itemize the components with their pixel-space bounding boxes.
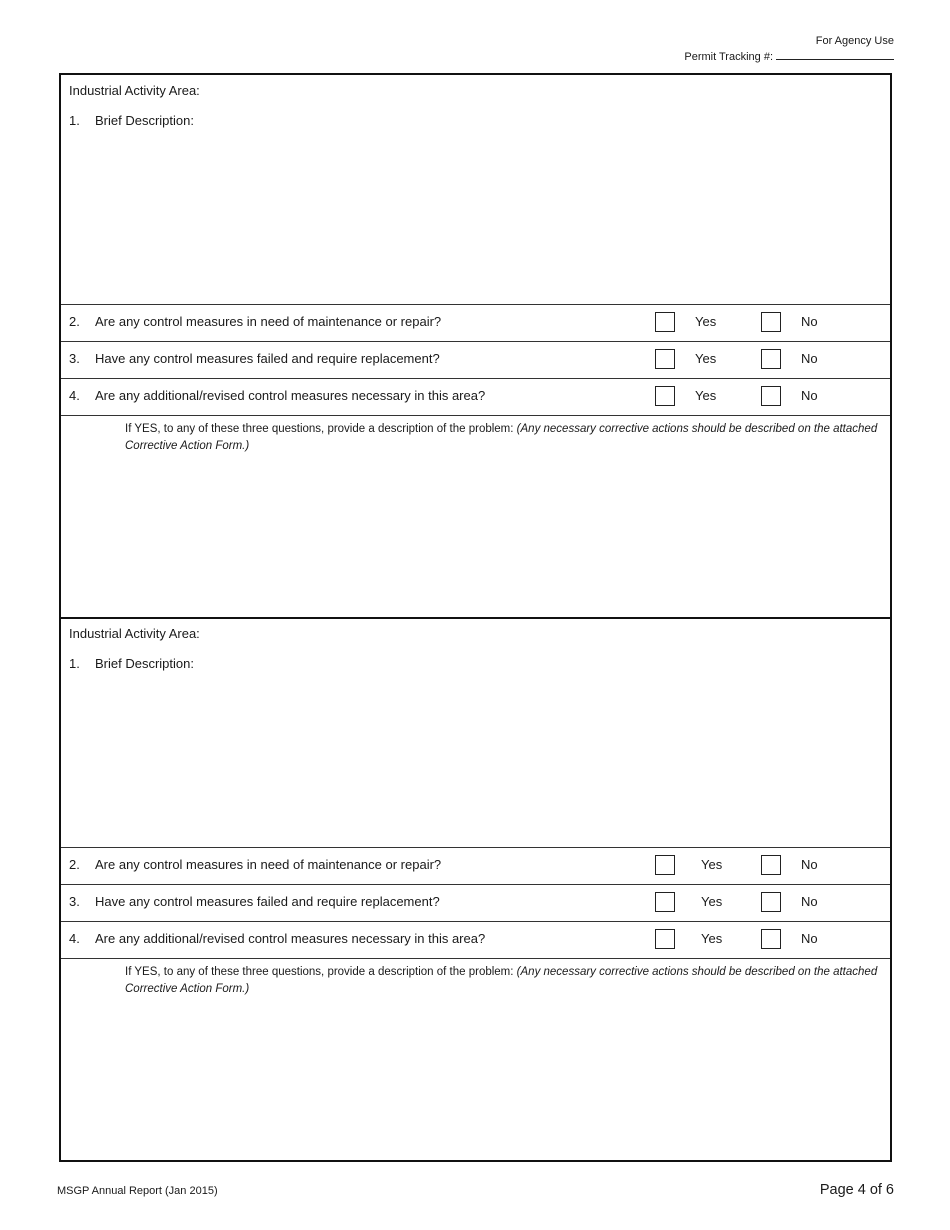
yes-label: Yes xyxy=(695,388,717,403)
section-divider xyxy=(61,617,890,619)
industrial-activity-area-label: Industrial Activity Area: xyxy=(69,83,200,98)
problem-description-area[interactable] xyxy=(61,958,890,1160)
question-row-4 xyxy=(61,921,890,958)
question-text: Have any control measures failed and require replacement? xyxy=(95,351,440,366)
no-checkbox[interactable] xyxy=(761,312,781,332)
no-checkbox[interactable] xyxy=(761,386,781,406)
question-number: 1. xyxy=(69,113,80,128)
yes-label: Yes xyxy=(701,894,723,909)
yes-checkbox[interactable] xyxy=(655,312,675,332)
question-text: Are any control measures in need of maintenance or repair? xyxy=(95,314,442,329)
agency-use-label: For Agency Use xyxy=(815,35,894,47)
no-label: No xyxy=(801,894,818,909)
question-row-3 xyxy=(61,341,890,378)
yes-label: Yes xyxy=(701,857,723,872)
if-yes-instructions xyxy=(125,964,885,998)
if-yes-italic-note: (Any necessary corrective actions should be described on the attached Corrective Action Form.) xyxy=(125,423,878,452)
yes-checkbox[interactable] xyxy=(655,386,675,406)
brief-description-row[interactable] xyxy=(69,656,194,671)
no-checkbox[interactable] xyxy=(761,855,781,875)
no-label: No xyxy=(801,314,818,329)
page-number: Page 4 of 6 xyxy=(819,1182,894,1198)
yes-label: Yes xyxy=(695,351,717,366)
no-checkbox[interactable] xyxy=(761,929,781,949)
question-number: 3. xyxy=(69,894,80,909)
question-text: Are any additional/revised control measures necessary in this area? xyxy=(95,931,486,946)
permit-tracking-label: Permit Tracking #: xyxy=(684,51,773,63)
question-row-2 xyxy=(61,304,890,341)
question-row-3 xyxy=(61,884,890,921)
question-number: 2. xyxy=(69,314,80,329)
no-label: No xyxy=(801,931,818,946)
question-text: Are any additional/revised control measures necessary in this area? xyxy=(95,388,486,403)
question-number: 1. xyxy=(69,656,80,671)
permit-tracking-row xyxy=(684,49,894,65)
if-yes-italic-note: (Any necessary corrective actions should be described on the attached Corrective Action Form.) xyxy=(125,966,878,995)
inspection-form xyxy=(59,73,892,1162)
report-name: MSGP Annual Report (Jan 2015) xyxy=(57,1185,218,1197)
problem-description-area[interactable] xyxy=(61,415,890,618)
yes-label: Yes xyxy=(695,314,717,329)
no-checkbox[interactable] xyxy=(761,892,781,912)
question-text: Have any control measures failed and require replacement? xyxy=(95,894,440,909)
question-row-2 xyxy=(61,847,890,884)
no-label: No xyxy=(801,351,818,366)
no-label: No xyxy=(801,857,818,872)
if-yes-instructions xyxy=(125,421,885,455)
yes-checkbox[interactable] xyxy=(655,929,675,949)
if-yes-text: If YES, to any of these three questions, provide a description of the problem: xyxy=(125,966,514,978)
yes-checkbox[interactable] xyxy=(655,892,675,912)
agency-use-block xyxy=(684,34,894,65)
yes-label: Yes xyxy=(701,931,723,946)
permit-tracking-field[interactable] xyxy=(776,49,894,60)
no-label: No xyxy=(801,388,818,403)
yes-checkbox[interactable] xyxy=(655,855,675,875)
question-row-4 xyxy=(61,378,890,415)
question-number: 4. xyxy=(69,388,80,403)
brief-description-label: Brief Description: xyxy=(95,656,194,671)
yes-checkbox[interactable] xyxy=(655,349,675,369)
question-number: 4. xyxy=(69,931,80,946)
brief-description-row[interactable] xyxy=(69,113,194,128)
brief-description-label: Brief Description: xyxy=(95,113,194,128)
no-checkbox[interactable] xyxy=(761,349,781,369)
if-yes-text: If YES, to any of these three questions, provide a description of the problem: xyxy=(125,423,514,435)
question-number: 3. xyxy=(69,351,80,366)
question-text: Are any control measures in need of maintenance or repair? xyxy=(95,857,442,872)
industrial-activity-area-label: Industrial Activity Area: xyxy=(69,626,200,641)
question-number: 2. xyxy=(69,857,80,872)
